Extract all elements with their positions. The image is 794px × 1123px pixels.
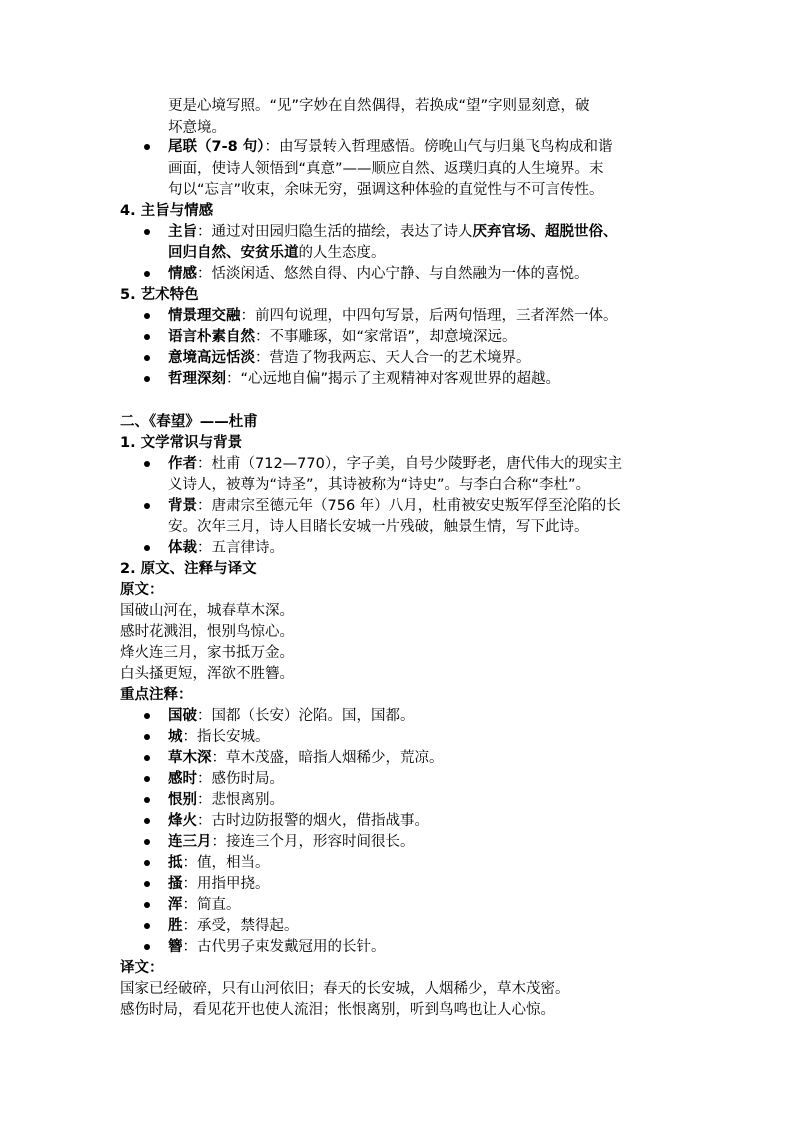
bullet-icon: [144, 503, 150, 509]
bullet-icon: [144, 944, 150, 950]
bullet-icon: [144, 923, 150, 929]
paragraph-line: 句以“忘言”收束，余味无穷，强调这种体验的直觉性与不可言传性。: [168, 182, 604, 198]
list-item-zhuzhi: 主旨：通过对田园归隐生活的描绘，表达了诗人厌弃官场、超脱世俗、: [168, 224, 618, 240]
translation-line: 感伤时局，看见花开也使人流泪；怅恨离别，听到鸟鸣也让人心惊。: [120, 1002, 555, 1018]
note-item: 国破：国都（长安）沦陷。国，国都。: [168, 708, 415, 724]
list-item-weilian: 尾联（7-8 句）：由写景转入哲理感悟。傍晚山气与归巢飞鸟构成和谐: [168, 139, 613, 155]
notes-label: 重点注释：: [120, 687, 193, 703]
list-item: 语言朴素自然：不事雕琢，如“家常语”，却意境深远。: [168, 329, 517, 345]
bullet-icon: [144, 713, 150, 719]
bullet-icon: [144, 313, 150, 319]
poem-line: 烽火连三月，家书抵万金。: [120, 645, 294, 661]
poem-line: 感时花溅泪，恨别鸟惊心。: [120, 624, 294, 640]
section-heading: 2. 原文、注释与译文: [120, 561, 257, 577]
bullet-icon: [144, 818, 150, 824]
bullet-icon: [144, 144, 150, 150]
section-heading: 5. 艺术特色: [120, 287, 199, 303]
list-item-author: 作者：杜甫（712—770），字子美，自号少陵野老，唐代伟大的现实主: [168, 456, 623, 472]
poem-line: 国破山河在，城春草木深。: [120, 603, 294, 619]
list-item-qinggan: 情感：恬淡闲适、悠然自得、内心宁静、与自然融为一体的喜悦。: [168, 266, 589, 282]
bullet-icon: [144, 376, 150, 382]
note-item: 搔：用指甲挠。: [168, 876, 270, 892]
section-heading: 4. 主旨与情感: [120, 203, 214, 219]
bullet-icon: [144, 755, 150, 761]
original-label: 原文：: [120, 582, 164, 598]
bullet-icon: [144, 881, 150, 887]
paragraph-line: 安。次年三月，诗人目睹长安城一片残破，触景生情，写下此诗。: [168, 519, 589, 535]
note-item: 簪：古代男子束发戴冠用的长针。: [168, 939, 386, 955]
note-item: 城：指长安城。: [168, 729, 270, 745]
paragraph-line: 回归自然、安贫乐道的人生态度。: [168, 245, 386, 261]
bullet-icon: [144, 271, 150, 277]
poem-line: 白头搔更短，浑欲不胜簪。: [120, 666, 294, 682]
note-item: 草木深：草木茂盛，暗指人烟稀少，荒凉。: [168, 750, 444, 766]
note-item: 感时：感伤时局。: [168, 771, 284, 787]
bullet-icon: [144, 839, 150, 845]
list-item: 情景理交融：前四句说理，中四句写景，后两句悟理，三者浑然一体。: [168, 308, 618, 324]
note-item: 浑：简直。: [168, 897, 241, 913]
bullet-icon: [144, 334, 150, 340]
list-item: 意境高远恬淡：营造了物我两忘、天人合一的艺术境界。: [168, 350, 531, 366]
note-item: 恨别：悲恨离别。: [168, 792, 284, 808]
bullet-icon: [144, 545, 150, 551]
list-item-genre: 体裁：五言律诗。: [168, 540, 284, 556]
bullet-icon: [144, 797, 150, 803]
note-item: 烽火：古时边防报警的烟火，借指战事。: [168, 813, 429, 829]
bullet-icon: [144, 229, 150, 235]
bullet-icon: [144, 461, 150, 467]
list-item-background: 背景：唐肃宗至德元年（756 年）八月，杜甫被安史叛军俘至沦陷的长: [168, 498, 621, 514]
translation-label: 译文：: [120, 960, 164, 976]
paragraph-line: 义诗人，被尊为“诗圣”，其诗被称为“诗史”。与李白合称“李杜”。: [168, 477, 591, 493]
list-item: 哲理深刻：“心远地自偏”揭示了主观精神对客观世界的超越。: [168, 371, 561, 387]
note-item: 连三月：接连三个月，形容时间很长。: [168, 834, 415, 850]
bullet-icon: [144, 860, 150, 866]
note-item: 胜：承受，禁得起。: [168, 918, 299, 934]
bullet-icon: [144, 734, 150, 740]
paragraph-line: 坏意境。: [168, 120, 226, 136]
part-title: 二、《春望》——杜甫: [120, 414, 258, 430]
translation-line: 国家已经破碎，只有山河依旧；春天的长安城，人烟稀少，草木茂密。: [120, 981, 570, 997]
bullet-icon: [144, 355, 150, 361]
paragraph-line: 画面，使诗人领悟到“真意”——顺应自然、返璞归真的人生境界。末: [168, 161, 604, 177]
paragraph-line: 更是心境写照。“见”字妙在自然偶得，若换成“望”字则显刻意，破: [168, 98, 590, 114]
bullet-icon: [144, 776, 150, 782]
note-item: 抵：值，相当。: [168, 855, 270, 871]
section-heading: 1. 文学常识与背景: [120, 435, 243, 451]
bullet-icon: [144, 902, 150, 908]
